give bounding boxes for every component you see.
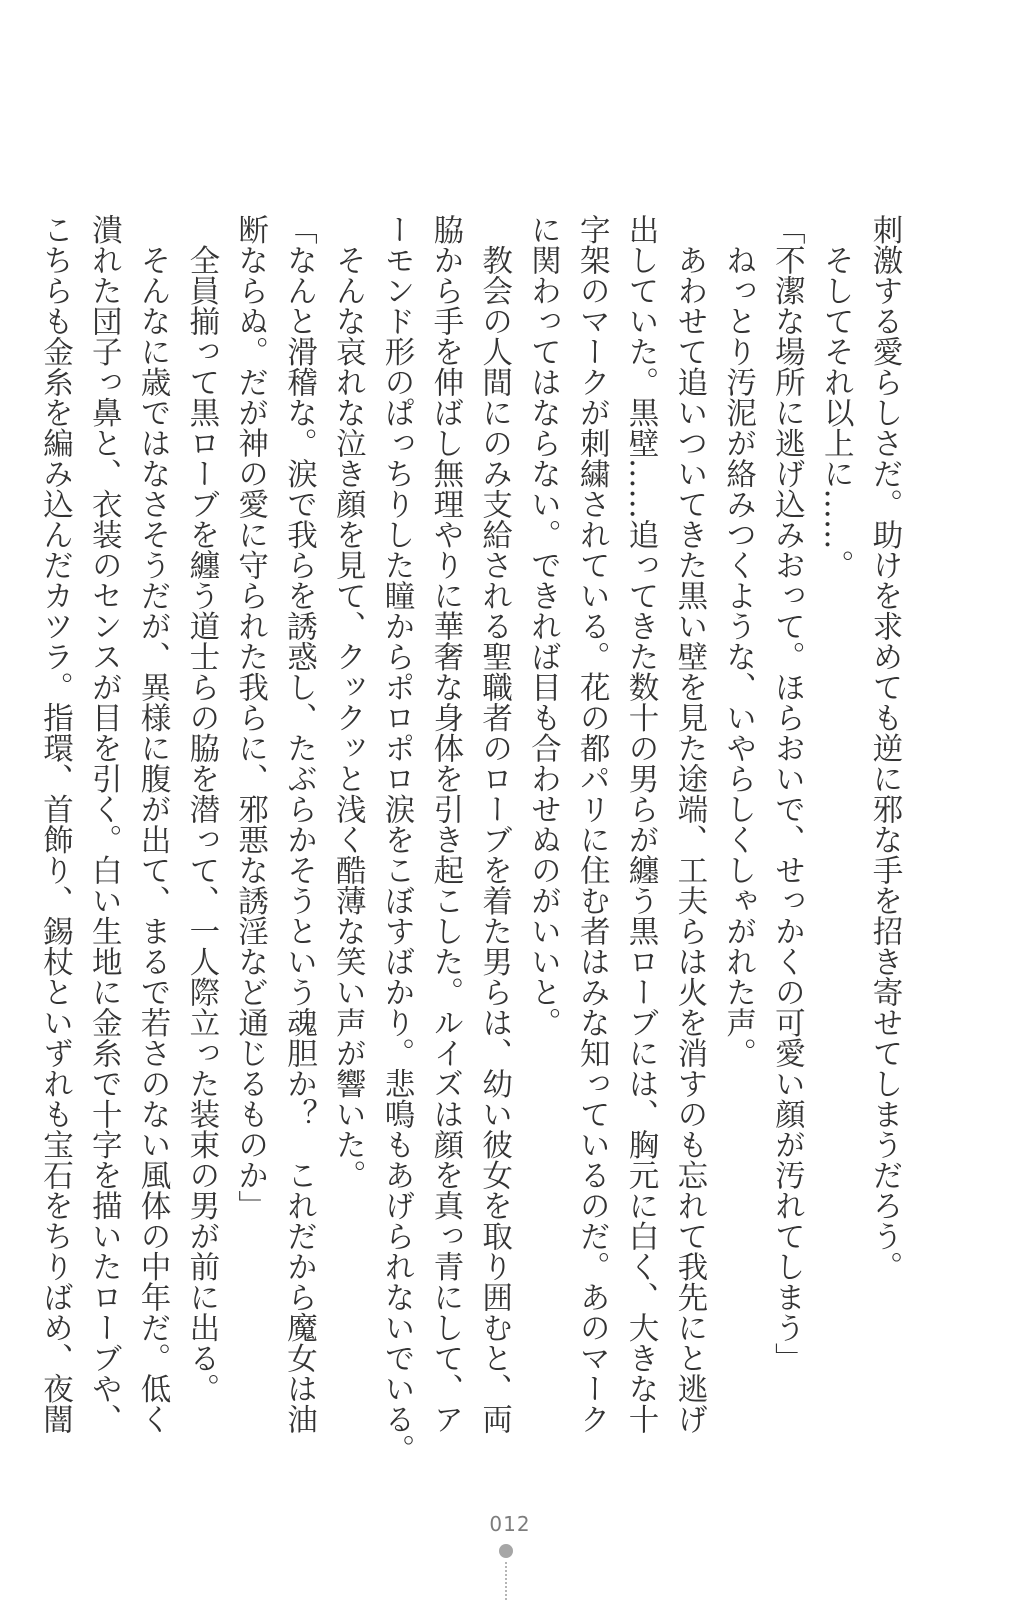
text-line: ねっとり汚泥が絡みつくような、いやらしくしゃがれた声。 — [720, 214, 756, 1068]
text-line: そんなに歳ではなさそうだが、異様に腹が出て、まるで若さのない風体の中年だ。低く — [135, 214, 171, 1434]
text-line: 「不潔な場所に逃げ込みおって。ほらおいで、せっかくの可愛い顔が汚れてしまう」 — [769, 214, 805, 1373]
text-line: 脇から手を伸ばし無理やりに華奢な身体を引き起こした。ルイズは顔を真っ青にして、ア — [427, 214, 463, 1434]
text-line: 「なんと滑稽な。涙で我らを誘惑し、たぶらかそうという魂胆か？ これだから魔女は油 — [281, 214, 317, 1434]
text-line: ーモンド形のぱっちりした瞳からポロポロ涙をこぼすばかり。悲鳴もあげられないでいる。 — [379, 214, 415, 1465]
body-text — [30, 214, 908, 1465]
text-line: 出していた。黒壁……追ってきた数十の男らが纏う黒ローブには、胸元に白く、大きな十 — [623, 214, 659, 1434]
text-line: に関わってはならない。できれば目も合わせぬのがいいと。 — [525, 214, 561, 1038]
text-line: 潰れた団子っ鼻と、衣装のセンスが目を引く。白い生地に金糸で十字を描いたローブや、 — [86, 214, 122, 1434]
text-line: 字架のマークが刺繍されている。花の都パリに住む者はみな知っているのだ。あのマーク — [574, 214, 610, 1434]
folio-dotted-line — [505, 1562, 507, 1600]
folio-dot-ornament — [499, 1544, 513, 1558]
text-line: あわせて追いついてきた黒い壁を見た途端、工夫らは火を消すのも忘れて我先にと逃げ — [671, 214, 707, 1434]
page-number: 012 — [489, 1512, 531, 1536]
text-line: 刺激する愛らしさだ。助けを求めても逆に邪な手を招き寄せてしまうだろう。 — [867, 214, 902, 1282]
text-line: そんな哀れな泣き顔を見て、クックッと浅く酷薄な笑い声が響いた。 — [330, 214, 366, 1190]
text-line: こちらも金糸を編み込んだカツラ。指環、首飾り、錫杖といずれも宝石をちりばめ、夜闇 — [37, 214, 73, 1434]
text-line: 全員揃って黒ローブを纏う道士らの脇を潜って、一人際立った装束の男が前に出る。 — [183, 214, 219, 1404]
text-line: 断ならぬ。だが神の愛に守られた我らに、邪悪な誘淫など通じるものか」 — [232, 214, 268, 1221]
text-line: そしてそれ以上に……。 — [818, 214, 854, 580]
text-line: 教会の人間にのみ支給される聖職者のローブを着た男らは、幼い彼女を取り囲むと、両 — [476, 214, 512, 1434]
